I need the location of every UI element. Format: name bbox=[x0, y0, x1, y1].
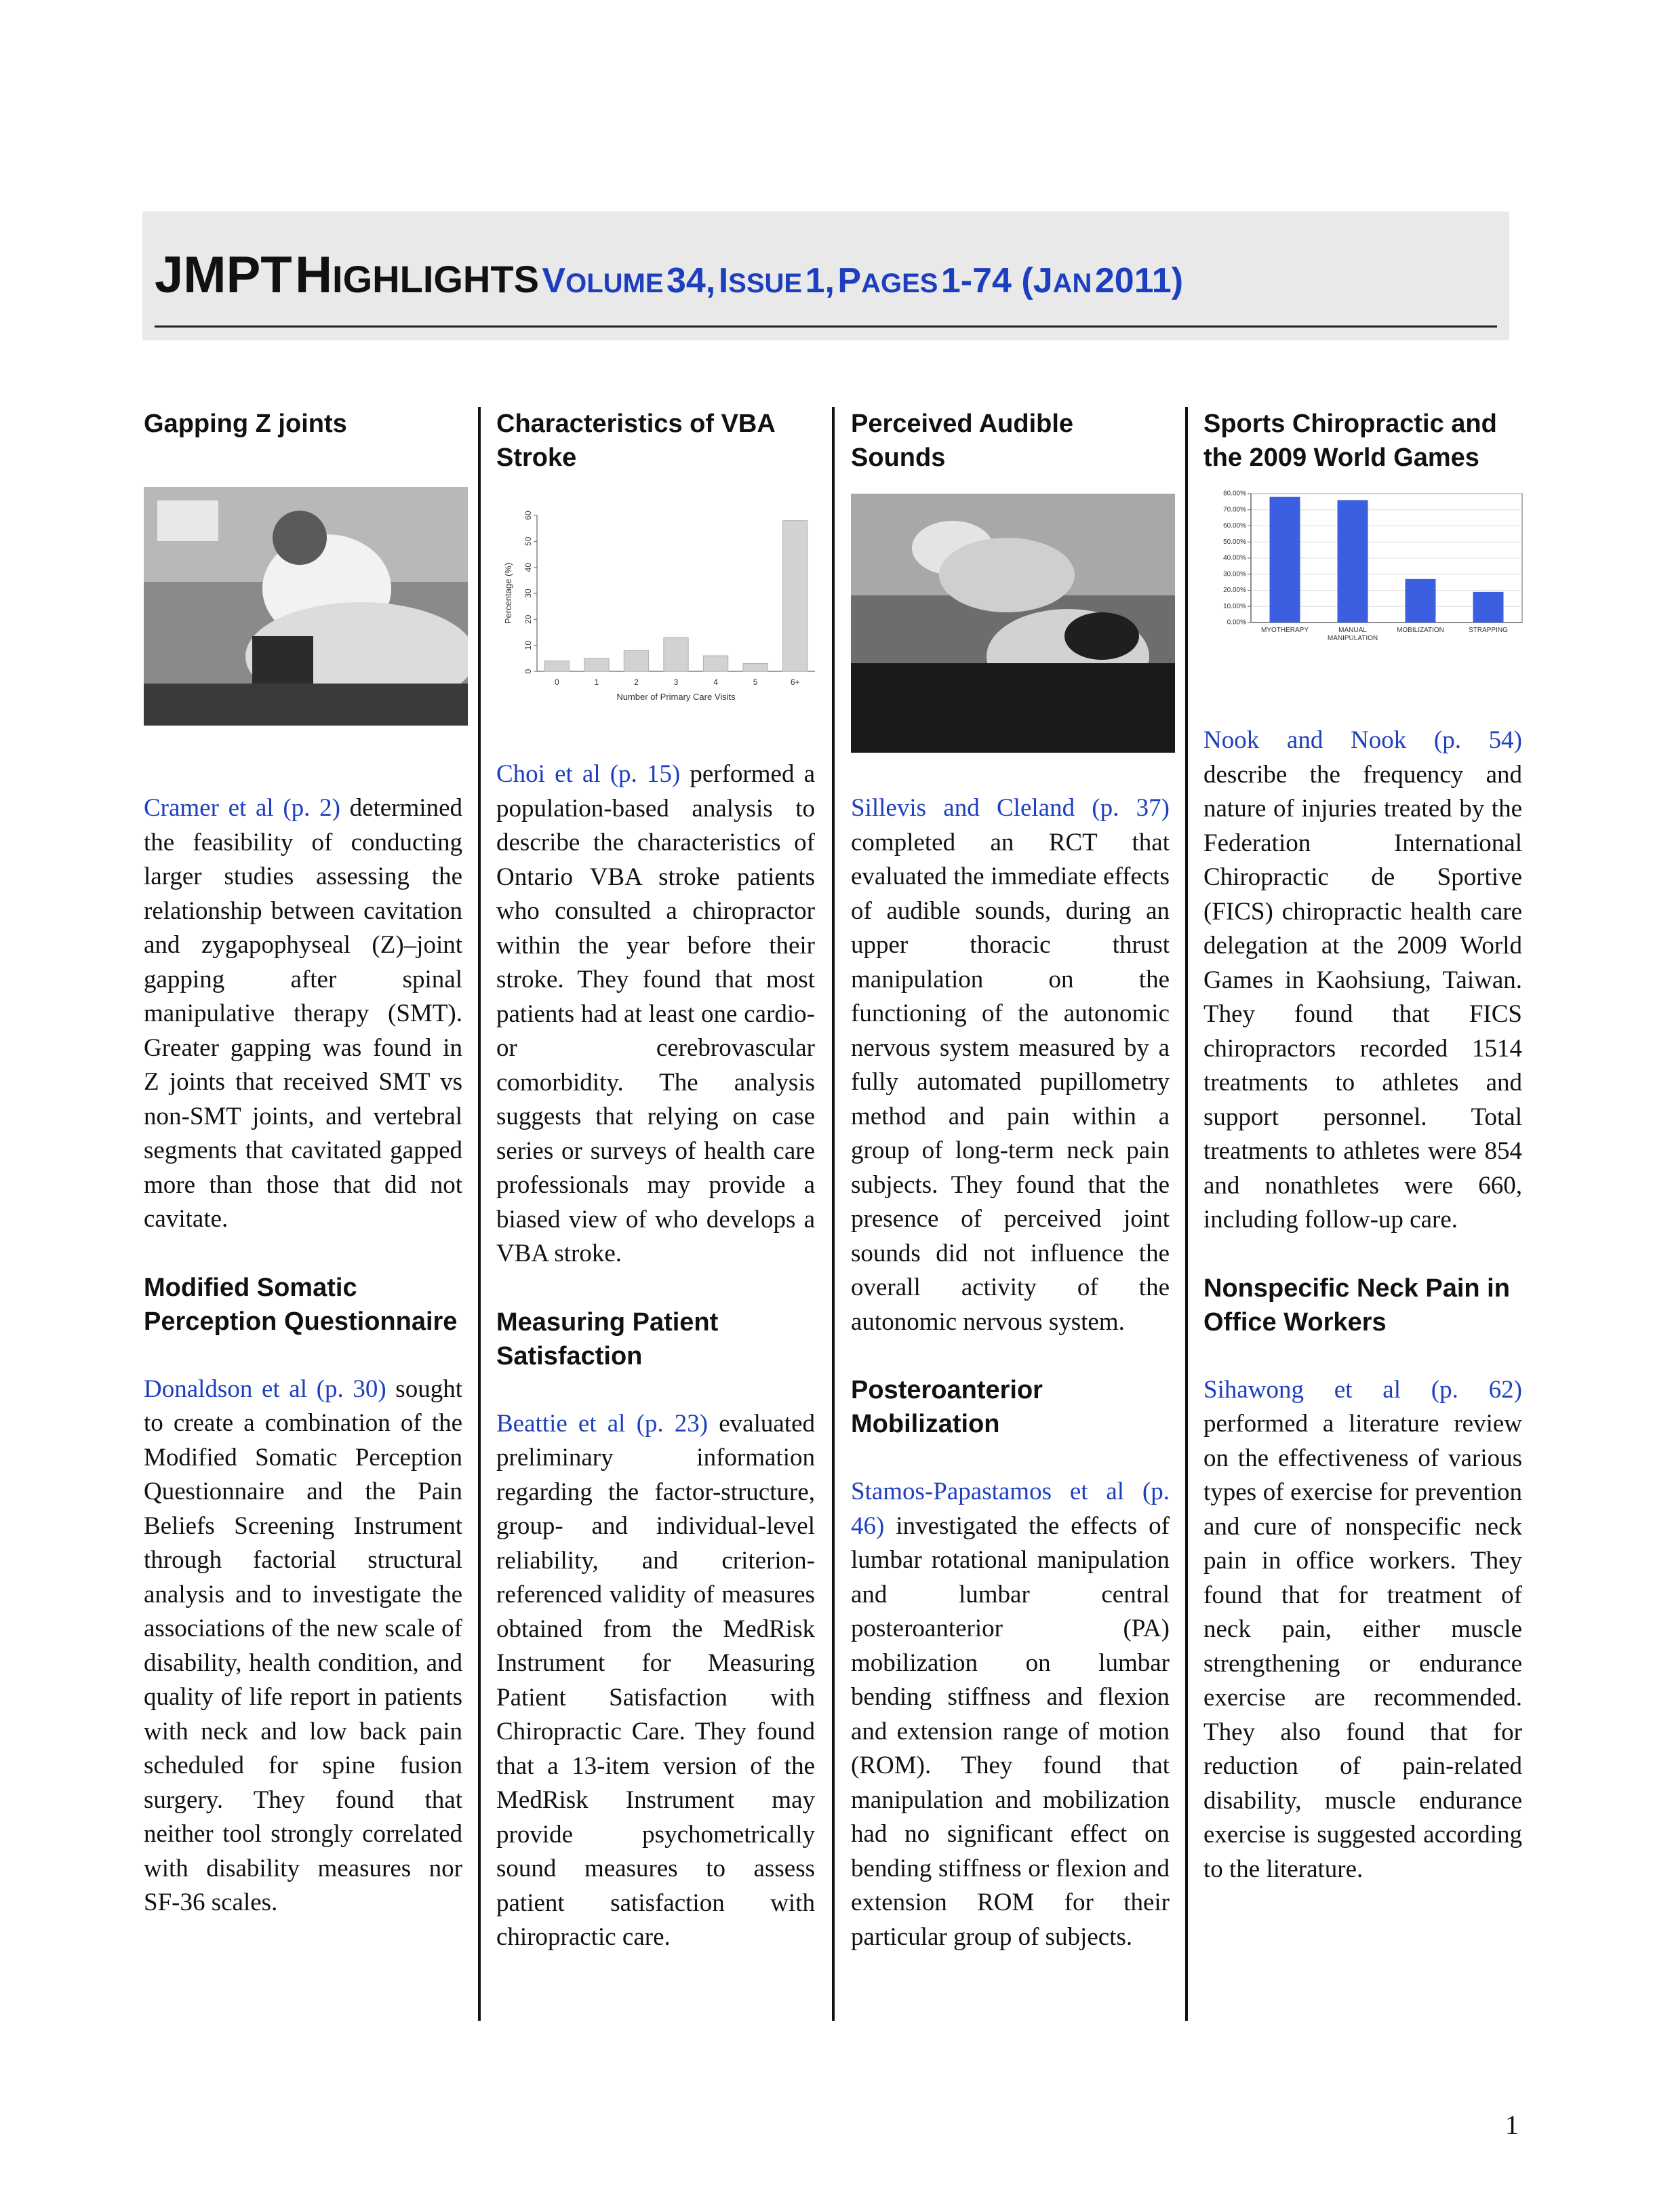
bar bbox=[1338, 500, 1368, 623]
column-4 bbox=[1203, 407, 1522, 475]
bar bbox=[624, 650, 648, 671]
text-sillevis: completed an RCT that evaluated the immediate effects of audible sounds, during an upper thoracic thrust manipulation on the functioning of the autonomic nervous system measured by a fully automated pupillometry method and pain within a group of long-term neck pain subjects. They found that the presence of perceived joint sounds did not influence the overall activity of the autonomic nervous system. bbox=[851, 828, 1170, 1336]
summary-sillevis bbox=[851, 791, 1170, 1339]
y-tick-label: 40.00% bbox=[1223, 554, 1246, 562]
heading-vba-stroke: Characteristics of VBA Stroke bbox=[496, 410, 775, 472]
chart-treatments bbox=[1203, 487, 1529, 658]
heading-patient-satisfaction: Measuring Patient Satisfaction bbox=[496, 1307, 719, 1370]
chart-vba-svg bbox=[496, 502, 822, 712]
title-issue-number: 1, bbox=[805, 261, 835, 300]
x-tick-label: MOBILIZATION bbox=[1397, 627, 1444, 634]
text-cramer: determined the feasibility of conducting larger studies assessing the relationship between cavitation and zygapophyseal (Z)–joint gapping after spinal manipulative therapy (SMT). Greater gapping was found in Z joints that received SMT vs non-SMT joints, and vertebral segments that cavitated gapped more than those that did not cavitate. bbox=[144, 794, 462, 1233]
y-axis-label: Percentage (%) bbox=[503, 562, 513, 625]
column-2 bbox=[496, 407, 815, 475]
title-year: 2011) bbox=[1094, 261, 1184, 300]
chart-treatments-svg bbox=[1203, 487, 1529, 658]
title-journal: JMPT bbox=[155, 246, 292, 304]
ref-choi[interactable]: Choi et al (p. 15) bbox=[496, 760, 681, 788]
y-tick-label: 0 bbox=[523, 669, 534, 674]
summary-donaldson bbox=[144, 1372, 462, 1920]
bar bbox=[544, 661, 569, 671]
x-tick-label: 4 bbox=[713, 677, 718, 687]
y-tick-label: 80.00% bbox=[1223, 490, 1246, 498]
title-p-rest: AGES bbox=[861, 269, 938, 298]
title-pages-range: 1-74 (J bbox=[940, 261, 1053, 300]
bar bbox=[584, 658, 609, 671]
header-banner bbox=[142, 212, 1509, 340]
clinician-photo-illustration bbox=[144, 487, 468, 726]
text-stamos: investigated the effects of lumbar rotational manipulation and lumbar central posteroanterior (PA) mobilization on lumbar bending stiffness and flexion and extension range of motion (ROM). They found that manipulation and mobilization had no significant effect on bending stiffness or flexion and extension ROM for their particular group of subjects. bbox=[851, 1512, 1170, 1951]
summary-beattie bbox=[496, 1407, 815, 1955]
y-tick-label: 10.00% bbox=[1223, 602, 1246, 610]
column-1 bbox=[144, 407, 462, 441]
heading-sports-chiropractic: Sports Chiropractic and the 2009 World Games bbox=[1203, 410, 1497, 472]
summary-sihawong bbox=[1203, 1373, 1522, 1887]
text-beattie: evaluated preliminary information regarding the factor-structure, group- and individual-level reliability, and criterion-referenced validity of measures obtained from the MedRisk Instrument for Measuring Patient Satisfaction with Chiropractic Care. They found that a 13-item version of the MedRisk Instrument may provide psychometrically sound measures to assess patient satisfaction with chiropractic care. bbox=[496, 1409, 815, 1951]
column-3-text bbox=[851, 791, 1170, 1954]
text-sihawong: performed a literature review on the effectiveness of various types of exercise for prevention and cure of nonspecific neck pain in office workers. They found that for treatment of neck pain, either muscle strengthening or endurance exercise are recommended. They also found that for reduction of pain-related disability, muscle endurance exercise is suggested according to the literature. bbox=[1203, 1410, 1522, 1883]
title-i-cap: I bbox=[718, 261, 729, 300]
heading-gapping-z-joints: Gapping Z joints bbox=[144, 410, 347, 438]
summary-choi bbox=[496, 757, 815, 1271]
text-choi: performed a population-based analysis to describe the characteristics of Ontario VBA stroke patients who consulted a chiropractor within the year before their stroke. They found that most patients had at least one cardio- or cerebrovascular comorbidity. The analysis suggests that relying on case series or surveys of health care professionals may provide a biased view of who develops a VBA stroke. bbox=[496, 760, 816, 1267]
summary-nook bbox=[1203, 724, 1522, 1238]
title-h-cap: H bbox=[295, 246, 333, 304]
ref-sillevis[interactable]: Sillevis and Cleland (p. 37) bbox=[851, 794, 1170, 822]
y-tick-label: 50.00% bbox=[1223, 538, 1246, 546]
y-tick-label: 0.00% bbox=[1227, 618, 1246, 627]
pupillometry-photo-illustration bbox=[851, 494, 1175, 753]
page-number: 1 bbox=[1505, 2110, 1519, 2140]
y-tick-label: 30 bbox=[523, 589, 534, 598]
column-divider bbox=[832, 407, 835, 2021]
text-donaldson: sought to create a combination of the Modified Somatic Perception Questionnaire and the Pain Beliefs Screening Instrument through factorial structural analysis and to investigate the associations of the new scale of disability, health condition, and quality of life report in patients with neck and low back pain scheduled for spine fusion surgery. They found that neither tool strongly correlated with disability measures nor SF-36 scales. bbox=[144, 1375, 462, 1916]
bar bbox=[664, 637, 688, 671]
y-tick-label: 30.00% bbox=[1223, 570, 1246, 578]
column-4-text bbox=[1203, 724, 1522, 1887]
column-3 bbox=[851, 407, 1170, 475]
title-i-rest: SSUE bbox=[728, 269, 803, 298]
title-v-cap: V bbox=[542, 261, 566, 300]
x-tick-label: 6+ bbox=[790, 677, 800, 687]
summary-stamos bbox=[851, 1475, 1170, 1954]
ref-beattie[interactable]: Beattie et al (p. 23) bbox=[496, 1409, 709, 1438]
title-h-rest: IGHLIGHTS bbox=[332, 258, 539, 300]
title-volume-number: 34, bbox=[666, 261, 716, 300]
ref-cramer[interactable]: Cramer et al (p. 2) bbox=[144, 794, 340, 822]
y-tick-label: 40 bbox=[523, 562, 534, 572]
heading-audible-sounds: Perceived Audible Sounds bbox=[851, 410, 1074, 472]
ref-donaldson[interactable]: Donaldson et al (p. 30) bbox=[144, 1375, 386, 1403]
column-2-text bbox=[496, 757, 815, 1955]
y-tick-label: 50 bbox=[523, 536, 534, 547]
ref-nook[interactable]: Nook and Nook (p. 54) bbox=[1203, 726, 1522, 754]
bar bbox=[1270, 497, 1300, 623]
column-divider bbox=[1185, 407, 1188, 2021]
title-jan-rest: AN bbox=[1052, 269, 1092, 298]
x-axis-label: Number of Primary Care Visits bbox=[616, 692, 736, 702]
y-tick-label: 20 bbox=[523, 614, 534, 625]
heading-neck-pain: Nonspecific Neck Pain in Office Workers bbox=[1203, 1273, 1510, 1337]
ref-stamos[interactable]: Stamos-Papastamos et al (p. 46) bbox=[851, 1478, 1170, 1540]
heading-pa-mobilization: Posteroanterior Mobilization bbox=[851, 1376, 1043, 1438]
y-tick-label: 70.00% bbox=[1223, 506, 1246, 514]
bar bbox=[1473, 592, 1504, 623]
y-tick-label: 60 bbox=[523, 511, 534, 520]
y-tick-label: 10 bbox=[523, 640, 534, 650]
y-tick-label: 20.00% bbox=[1223, 587, 1246, 595]
column-divider bbox=[478, 407, 481, 2021]
ref-sihawong[interactable]: Sihawong et al (p. 62) bbox=[1203, 1375, 1522, 1404]
summary-cramer bbox=[144, 791, 462, 1237]
page-title bbox=[155, 245, 1183, 304]
bar bbox=[783, 521, 808, 671]
header-rule bbox=[155, 325, 1497, 328]
x-tick-label: 1 bbox=[594, 677, 599, 687]
bar bbox=[703, 656, 728, 671]
photo-audible-sounds bbox=[851, 494, 1175, 753]
x-tick-label: 5 bbox=[753, 677, 758, 687]
bar bbox=[1406, 579, 1436, 623]
chart-vba-visits bbox=[496, 502, 822, 712]
x-tick-label: 3 bbox=[673, 677, 679, 687]
bar bbox=[743, 664, 768, 672]
x-tick-label: 0 bbox=[554, 677, 559, 687]
y-tick-label: 60.00% bbox=[1223, 522, 1246, 530]
x-tick-label: MYOTHERAPY bbox=[1260, 627, 1309, 634]
x-tick-label: 2 bbox=[634, 677, 639, 687]
title-p-cap: P bbox=[837, 261, 862, 300]
title-v-rest: OLUME bbox=[565, 269, 664, 298]
heading-modified-somatic: Modified Somatic Perception Questionnaire bbox=[144, 1273, 458, 1336]
column-1-text bbox=[144, 791, 462, 1920]
photo-gapping-z-joints bbox=[144, 487, 468, 726]
x-tick-label: STRAPPING bbox=[1469, 627, 1508, 634]
text-nook: describe the frequency and nature of injuries treated by the Federation International Chiropractic de Sportive (FICS) chiropractic health care delegation at the 2009 World Games in Kaohsiung, Taiwan. They found that FICS chiropractors recorded 1514 treatments to athletes and support personnel. Total treatments to athletes were 854 and nonathletes were 660, including follow-up care. bbox=[1203, 760, 1522, 1233]
x-tick-label: MANUAL MANIPULATION bbox=[1327, 627, 1378, 642]
